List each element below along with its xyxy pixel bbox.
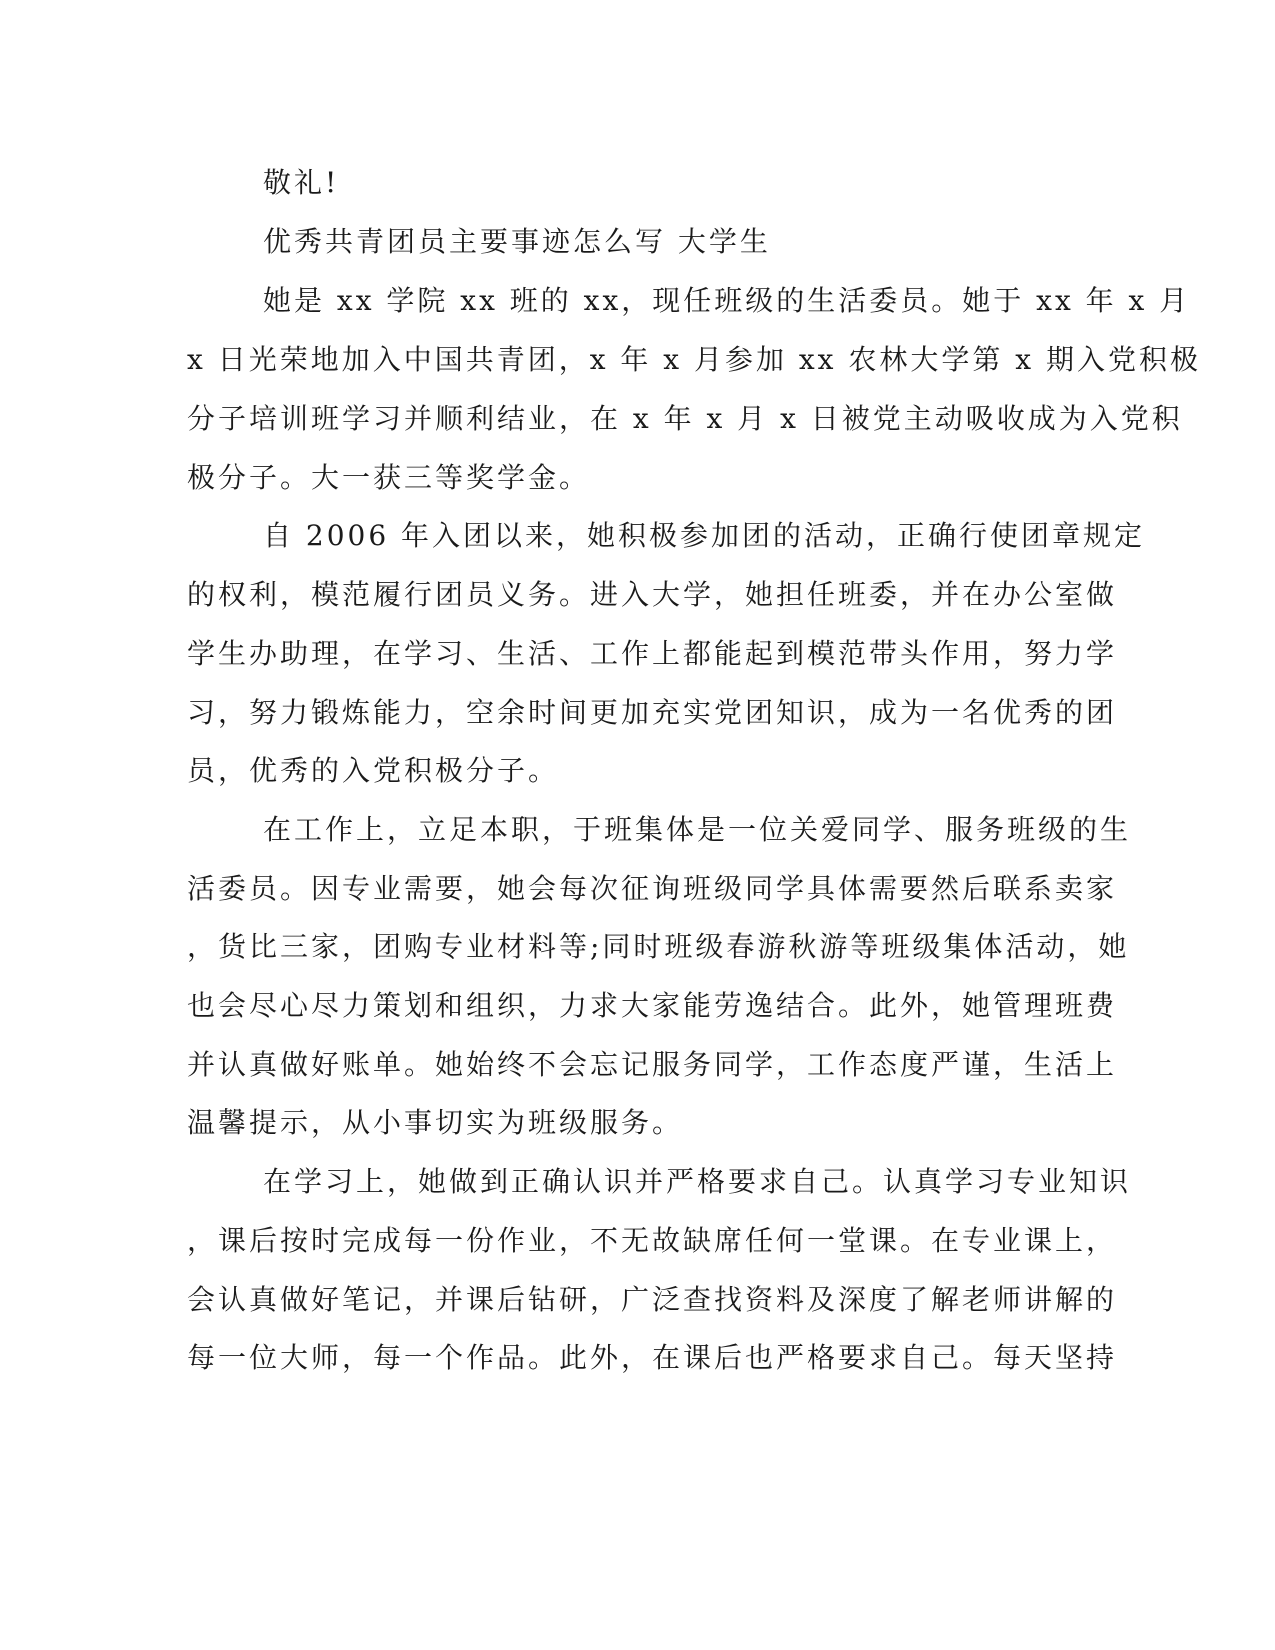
paragraph-line: ，货比三家，团购专业材料等;同时班级春游秋游等班级集体活动，她: [187, 930, 1130, 963]
paragraph-line: 温馨提示，从小事切实为班级服务。: [187, 1106, 684, 1139]
paragraph-line: x 日光荣地加入中国共青团，x 年 x 月参加 xx 农林大学第 x 期入党积极: [187, 343, 1201, 376]
paragraph-line: 也会尽心尽力策划和组织，力求大家能劳逸结合。此外，她管理班费: [187, 989, 1118, 1022]
paragraph-line: 在学习上，她做到正确认识并严格要求自己。认真学习专业知识: [263, 1165, 1132, 1198]
paragraph-line: 活委员。因专业需要，她会每次征询班级同学具体需要然后联系卖家: [187, 872, 1118, 905]
paragraph-line: 极分子。大一获三等奖学金。: [187, 461, 591, 494]
paragraph-line: ，课后按时完成每一份作业，不无故缺席任何一堂课。在专业课上，: [187, 1224, 1118, 1257]
section-heading: 优秀共青团员主要事迹怎么写 大学生: [263, 225, 771, 258]
closing-salutation: 敬礼!: [263, 166, 340, 199]
paragraph-line: 习，努力锻炼能力，空余时间更加充实党团知识，成为一名优秀的团: [187, 696, 1118, 729]
paragraph-line: 分子培训班学习并顺利结业，在 x 年 x 月 x 日被党主动吸收成为入党积: [187, 402, 1183, 435]
paragraph-line: 学生办助理，在学习、生活、工作上都能起到模范带头作用，努力学: [187, 637, 1118, 670]
paragraph-line: 员，优秀的入党积极分子。: [187, 754, 560, 787]
paragraph-line: 她是 xx 学院 xx 班的 xx，现任班级的生活委员。她于 xx 年 x 月: [263, 284, 1191, 317]
paragraph-line: 的权利，模范履行团员义务。进入大学，她担任班委，并在办公室做: [187, 578, 1118, 611]
paragraph-line: 自 2006 年入团以来，她积极参加团的活动，正确行使团章规定: [263, 519, 1146, 552]
paragraph-line: 会认真做好笔记，并课后钻研，广泛查找资料及深度了解老师讲解的: [187, 1283, 1118, 1316]
paragraph-line: 每一位大师，每一个作品。此外，在课后也严格要求自己。每天坚持: [187, 1341, 1118, 1374]
paragraph-line: 并认真做好账单。她始终不会忘记服务同学，工作态度严谨，生活上: [187, 1048, 1118, 1081]
paragraph-line: 在工作上，立足本职，于班集体是一位关爱同学、服务班级的生: [263, 813, 1132, 846]
